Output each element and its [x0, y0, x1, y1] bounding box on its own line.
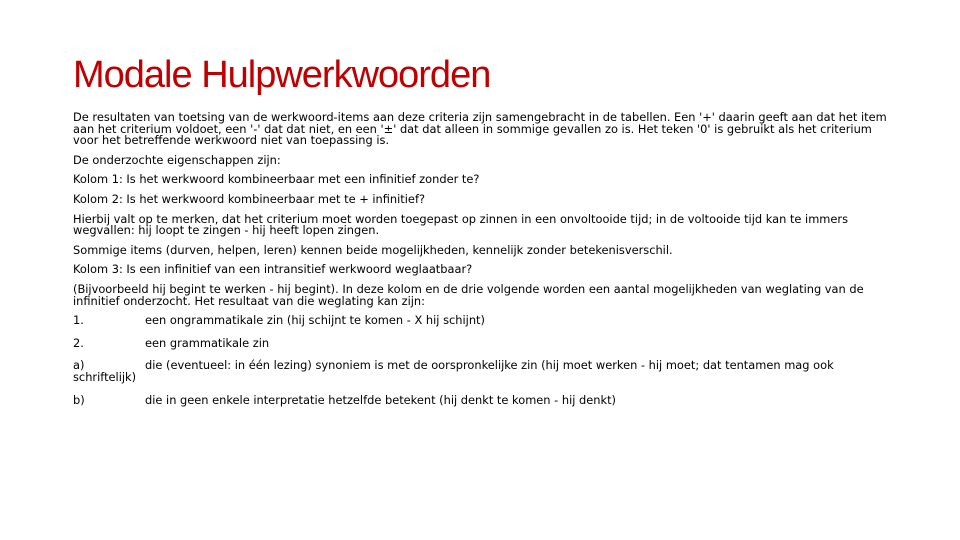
- paragraph-items: Sommige items (durven, helpen, leren) kennen beide mogelijkheden, kennelijk zonder betekenisverschil.: [73, 242, 673, 257]
- numbered-item-text: een grammatikale zin: [145, 335, 270, 350]
- paragraph-column-1: Kolom 1: Is het werkwoord kombineerbaar met een infinitief zonder te?: [73, 172, 480, 187]
- numbered-item-text: een ongrammatikale zin (hij schijnt te komen - X hij schijnt): [145, 313, 485, 328]
- numbered-item-number: 1.: [73, 313, 84, 328]
- lettered-item: [73, 392, 893, 407]
- lettered-item-label: a): [73, 358, 85, 373]
- numbered-item: [73, 335, 893, 350]
- paragraph-column-2: Kolom 2: Is het werkwoord kombineerbaar met te + infinitief?: [73, 191, 425, 206]
- slide-title: Modale Hulpwerkwoorden: [73, 54, 491, 96]
- numbered-item-number: 2.: [73, 335, 84, 350]
- paragraph-properties-heading: De onderzochte eigenschappen zijn:: [73, 152, 281, 167]
- lettered-item: [73, 360, 893, 383]
- lettered-item-text: die in geen enkele interpretatie hetzelfde betekent (hij denkt te komen - hij denkt): [145, 392, 616, 407]
- paragraph-example: (Bijvoorbeeld hij begint te werken - hij begint). In deze kolom en de drie volgende worden een aantal mogelijkheden van weglating van de infinitief onderzocht. Het resultaat van die weglating kan zijn:: [73, 281, 864, 308]
- numbered-item: [73, 315, 893, 327]
- lettered-item-label: b): [73, 392, 85, 407]
- paragraph-intro: De resultaten van toetsing van de werkwoord-items aan deze criteria zijn samengebracht in de tabellen. Een '+' daarin geeft aan dat het item aan het criterium voldoet, een '-' dat dat niet, en een '±' dat dat alleen in sommige gevallen zo is. Het teken '0' is gebruikt als het criterium voor het betreffende werkwoord niet van toepassing is.: [73, 110, 887, 148]
- lettered-item-text: die (eventueel: in één lezing) synoniem is met de oorspronkelijke zin (hij moet werken - hij moet; dat tentamen mag ook schriftelijk): [73, 358, 834, 384]
- paragraph-column-3: Kolom 3: Is een infinitief van een intransitief werkwoord weglaatbaar?: [73, 262, 473, 277]
- paragraph-note: Hierbij valt op te merken, dat het criterium moet worden toegepast op zinnen in een onvoltooide tijd; in de voltooide tijd kan te immers wegvallen: hij loopt te zingen - hij heeft lopen zingen.: [73, 211, 849, 238]
- slide-body: [73, 112, 893, 417]
